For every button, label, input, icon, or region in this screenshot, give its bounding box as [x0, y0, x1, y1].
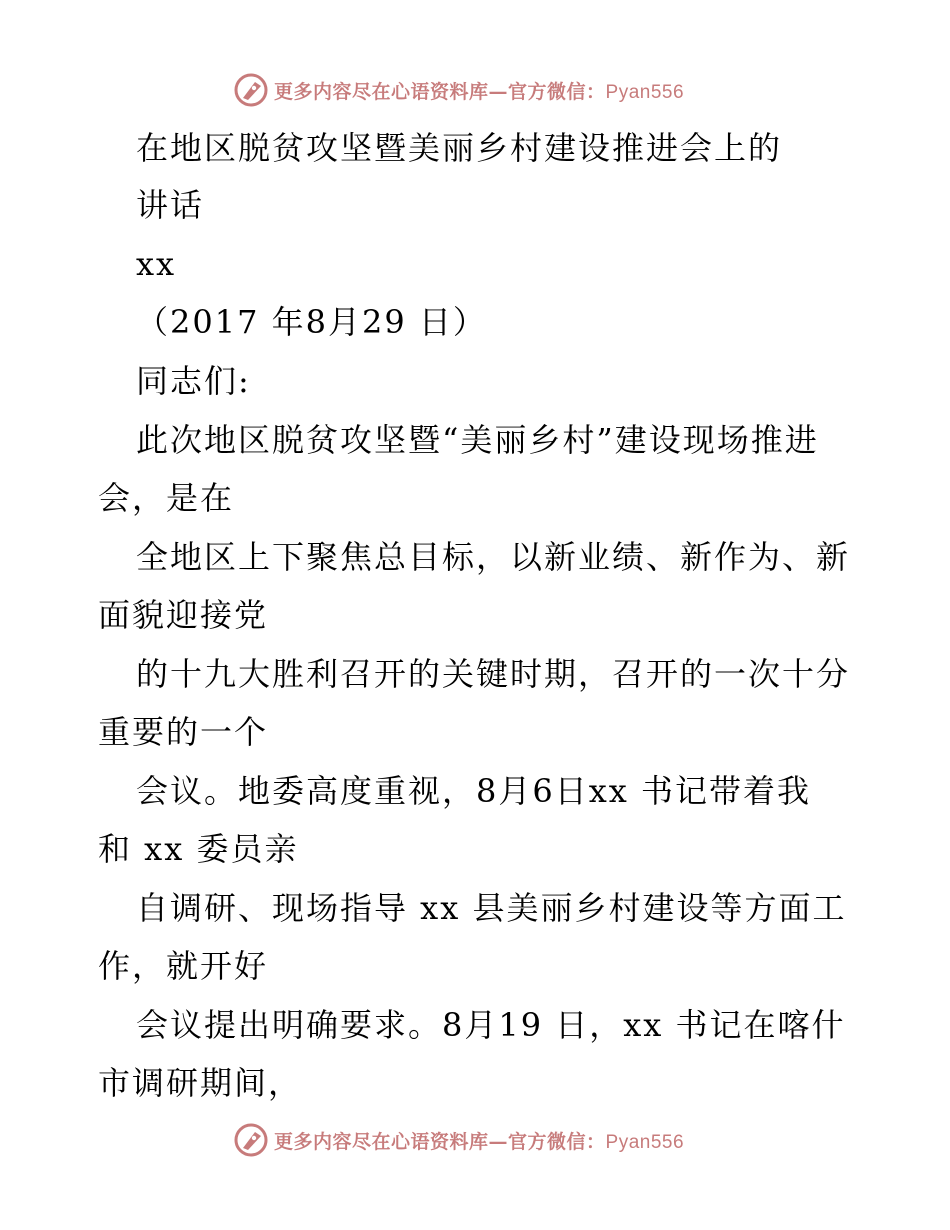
paragraph-line: 会，是在: [98, 479, 235, 517]
watermark-text: 更多内容尽在心语资料库—官方微信：Pyan556: [274, 1130, 685, 1153]
paragraph-line: 此次地区脱贫攻坚暨“美丽乡村”建设现场推进: [136, 421, 819, 459]
paragraph-line: 面貌迎接党: [98, 596, 269, 634]
paragraph-line: 和 xx 委员亲: [98, 830, 299, 868]
paragraph-line: 的十九大胜利召开的关键时期，召开的一次十分: [136, 655, 851, 693]
document-salutation: 同志们:: [136, 362, 251, 400]
paragraph-line: 重要的一个: [98, 713, 269, 751]
document-title-line-2: 讲话: [136, 186, 205, 224]
footer-watermark: [234, 1122, 684, 1158]
watermark-wechat-id: Pyan556: [605, 81, 685, 103]
paragraph-line: 全地区上下聚焦总目标，以新业绩、新作为、新: [136, 538, 851, 576]
paragraph-line: 会议提出明确要求。8月19 日，xx 书记在喀什: [136, 1006, 846, 1044]
paragraph-line: 作，就开好: [98, 947, 269, 985]
watermark-text: 更多内容尽在心语资料库—官方微信：Pyan556: [274, 80, 685, 103]
document-author: xx: [136, 245, 177, 283]
paragraph-line: 会议。地委高度重视，8月6日xx 书记带着我: [136, 772, 811, 810]
paragraph-line: 自调研、现场指导 xx 县美丽乡村建设等方面工: [136, 889, 847, 927]
pen-nib-logo-icon: [234, 1123, 268, 1157]
paragraph-line: 市调研期间，: [98, 1064, 303, 1102]
document-title-line-1: 在地区脱贫攻坚暨美丽乡村建设推进会上的: [136, 129, 783, 167]
document-date: （2017 年8月29 日）: [136, 303, 487, 341]
header-watermark: [234, 72, 684, 108]
watermark-wechat-id: Pyan556: [605, 1131, 685, 1153]
pen-nib-logo-icon: [234, 73, 268, 107]
